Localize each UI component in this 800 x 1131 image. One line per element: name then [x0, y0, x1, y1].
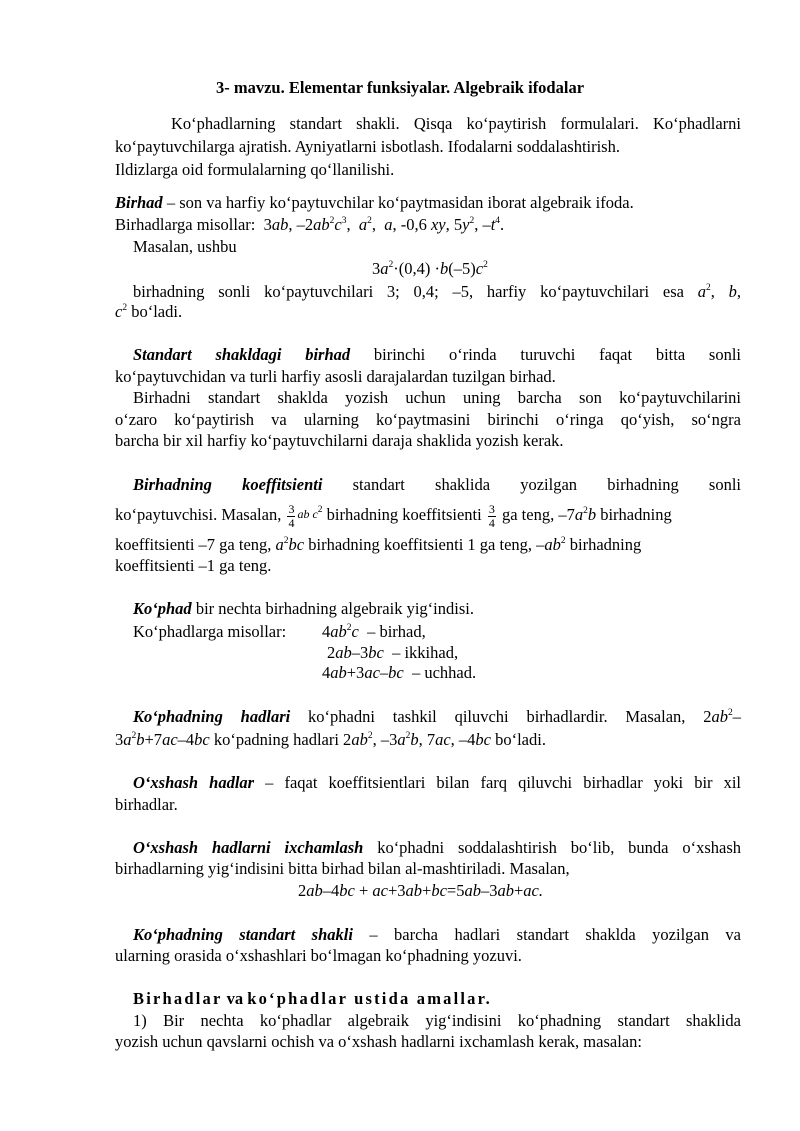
kophad-example-1: $4ab^2c$ – birhad,: [322, 622, 426, 641]
intro-line-3: Ildizlarga oid formulalarning qo‘llanilishi.: [115, 160, 395, 179]
birhad-line-5: $c^2$ bo‘ladi.: [115, 302, 183, 321]
standart-line-5: barcha bir xil harfiy ko‘paytuvchilarni daraja shaklida yozish kerak.: [115, 431, 564, 450]
ixcham-line-2: birhadlarning yig‘indisini bitta birhad bilan al-mashtiriladi. Masalan,: [115, 859, 570, 878]
birhad-example-expression: $3a^2\cdot(0,4) \cdot b(-5)c^2$: [372, 259, 488, 278]
koeff-line-1: Birhadning koeffitsienti standart shaklida yozilgan birhadning sonli: [133, 475, 742, 494]
oxshash-line-1: O‘xshash hadlar – faqat koeffitsientlari bilan farq qiluvchi birhadlar yoki bir xil: [133, 773, 742, 792]
hadlar-line-1: Ko‘phadning hadlari ko‘phadni tashkil qiluvchi birhadlardir. Masalan, $2ab^2-$: [133, 707, 741, 726]
standart-line-4: o‘zaro ko‘paytirish va ularning ko‘paytmasini birinchi o‘ringa qo‘yish, so‘ngra: [115, 410, 741, 429]
page-title: 3- mavzu. Elementar funksiyalar. Algebraik ifodalar: [215, 78, 585, 97]
oxshash-line-2: birhadlar.: [115, 795, 178, 814]
amallar-line-1: 1) Bir nechta ko‘phadlar algebraik yig‘indisini ko‘phadning standart shaklida: [133, 1011, 741, 1030]
kophad-examples-label: Ko‘phadlarga misollar:: [133, 622, 287, 641]
birhad-definition: Birhad – son va harfiy ko‘paytuvchilar ko‘paytmasidan iborat algebraik ifoda.: [115, 193, 634, 212]
amallar-line-2: yozish uchun qavslarni ochish va o‘xshash hadlarni ixchamlash kerak, masalan:: [115, 1032, 642, 1051]
birhad-examples: Birhadlarga misollar: 3ab, $-2ab^2c^3$, $a^2$, a, -0,6 xy, $5y^2$, $-t^4$.: [115, 215, 505, 234]
birhad-masalan: Masalan, ushbu: [133, 237, 237, 256]
standart-line-1: Standart shakldagi birhad birinchi o‘rinda turuvchi faqat bitta sonli: [133, 345, 741, 364]
standart-line-2: ko‘paytuvchidan va turli harfiy asosli darajalardan tuzilgan birhad.: [115, 367, 556, 386]
intro-line-1: Ko‘phadlarning standart shakli. Qisqa ko‘paytirish formulalari. Ko‘phadlarni: [171, 114, 741, 133]
fraction-3-4: $\frac{3}{4}$: [288, 501, 295, 530]
hadlar-line-2: $3a^2b+7ac-4bc$ ko‘padning hadlari $2ab^2$, $-3a^2b$, 7ac, –4bc bo‘ladi.: [115, 730, 546, 749]
kstandart-line-2: ularning orasida o‘xshashlari bo‘lmagan ko‘phadning yozuvi.: [115, 946, 522, 965]
standart-line-3: Birhadni standart shaklda yozish uchun uning barcha son ko‘paytuvchilarini: [133, 388, 741, 407]
koeff-line-2: ko‘paytuvchisi. Masalan, $\frac{3}{4}$ ab $c^2$ birhadning koeffitsienti $\frac{3}{4}$ ga teng, $-7a^2b$ birhadning: [115, 501, 672, 530]
ixcham-example: 2ab–4bc + ac+3ab+bc=5ab–3ab+ac.: [298, 881, 543, 900]
birhad-line-4: birhadning sonli ko‘paytuvchilari 3; 0,4; –5, harfiy ko‘paytuvchilari esa $a^2$, b,: [133, 282, 742, 301]
intro-line-2: ko‘paytuvchilarga ajratish. Ayniyatlarni isbotlash. Ifodalarni soddalashtirish.: [115, 137, 620, 156]
kophad-definition: Ko‘phad bir nechta birhadning algebraik yig‘indisi.: [133, 599, 474, 618]
kstandart-line-1: Ko‘phadning standart shakli – barcha hadlari standart shaklda yozilgan va: [133, 925, 741, 944]
amallar-heading: Birhadlar va ko‘phadlar ustida amallar.: [133, 989, 492, 1008]
koeff-line-4: koeffitsienti –1 ga teng.: [115, 556, 272, 575]
kophad-example-2: 2ab–3bc – ikkihad,: [327, 643, 459, 662]
ixcham-line-1: O‘xshash hadlarni ixchamlash ko‘phadni soddalashtirish bo‘lib, bunda o‘xshash: [133, 838, 741, 857]
koeff-line-3: koeffitsienti –7 ga teng, $a^2bc$ birhadning koeffitsienti 1 ga teng, $-ab^2$ birhadning: [115, 535, 642, 554]
fraction-3-4-coef: $\frac{3}{4}$: [488, 501, 495, 530]
kophad-example-3: 4ab+3ac–bc – uchhad.: [322, 663, 477, 682]
